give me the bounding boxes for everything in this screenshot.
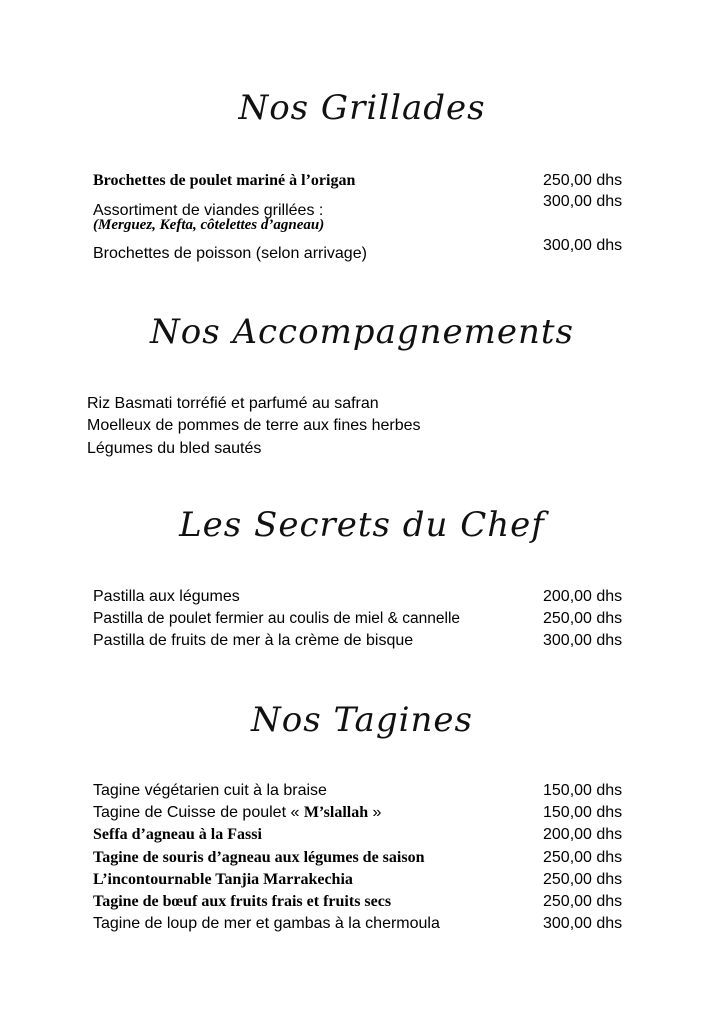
menu-item-price: 150,00 dhs bbox=[543, 782, 623, 799]
menu-item-subtitle: (Merguez, Kefta, côtelettes d’agneau) bbox=[93, 217, 325, 233]
menu-item-price: 250,00 dhs bbox=[543, 172, 623, 189]
section-title-tagines: Nos Tagines bbox=[251, 700, 473, 740]
menu-item-name: Pastilla aux légumes bbox=[93, 588, 240, 605]
menu-item-name: Brochettes de poulet mariné à l’origan bbox=[93, 172, 356, 189]
menu-item-name: Tagine de loup de mer et gambas à la chermoula bbox=[93, 915, 440, 932]
menu-item-name-highlight: M’slallah bbox=[303, 804, 369, 821]
menu-item-name: L’incontournable Tanjia Marrakechia bbox=[93, 871, 353, 888]
section-title-accompagnements: Nos Accompagnements bbox=[149, 312, 574, 352]
menu-item-name: Tagine végétarien cuit à la braise bbox=[93, 782, 327, 799]
menu-item-price: 300,00 dhs bbox=[543, 915, 623, 932]
menu-item-price: 300,00 dhs bbox=[543, 632, 623, 649]
menu-item-name-prefix: Tagine de Cuisse de poulet « bbox=[93, 804, 304, 821]
menu-item-name bbox=[93, 804, 381, 822]
menu-item-name: Pastilla de poulet fermier au coulis de miel & cannelle bbox=[93, 610, 461, 627]
side-dish-item: Riz Basmati torréfié et parfumé au safran bbox=[87, 395, 379, 412]
menu-item-name: Pastilla de fruits de mer à la crème de bisque bbox=[93, 632, 414, 649]
menu-item-price: 250,00 dhs bbox=[543, 871, 623, 888]
menu-item-price: 200,00 dhs bbox=[543, 588, 623, 605]
menu-item-price: 200,00 dhs bbox=[543, 826, 623, 843]
menu-item-name-suffix: » bbox=[368, 804, 382, 821]
menu-item-price: 250,00 dhs bbox=[543, 849, 623, 866]
menu-item-name: Assortiment de viandes grillées : bbox=[93, 202, 324, 219]
menu-item-name: Brochettes de poisson (selon arrivage) bbox=[93, 245, 367, 262]
menu-item-name: Seffa d’agneau à la Fassi bbox=[93, 826, 262, 843]
menu-item-name: Tagine de souris d’agneau aux légumes de saison bbox=[93, 849, 425, 866]
menu-item-price: 250,00 dhs bbox=[543, 610, 623, 627]
section-title-grillades: Nos Grillades bbox=[238, 88, 486, 128]
menu-item-price: 150,00 dhs bbox=[543, 804, 623, 821]
menu-item-price: 300,00 dhs bbox=[543, 237, 623, 254]
side-dish-item: Légumes du bled sautés bbox=[87, 440, 262, 457]
side-dish-item: Moelleux de pommes de terre aux fines herbes bbox=[87, 417, 421, 434]
menu-item-name: Tagine de bœuf aux fruits frais et fruits secs bbox=[93, 893, 392, 910]
section-title-secrets: Les Secrets du Chef bbox=[179, 505, 545, 545]
menu-item-price: 300,00 dhs bbox=[543, 193, 623, 210]
menu-item-price: 250,00 dhs bbox=[543, 893, 623, 910]
